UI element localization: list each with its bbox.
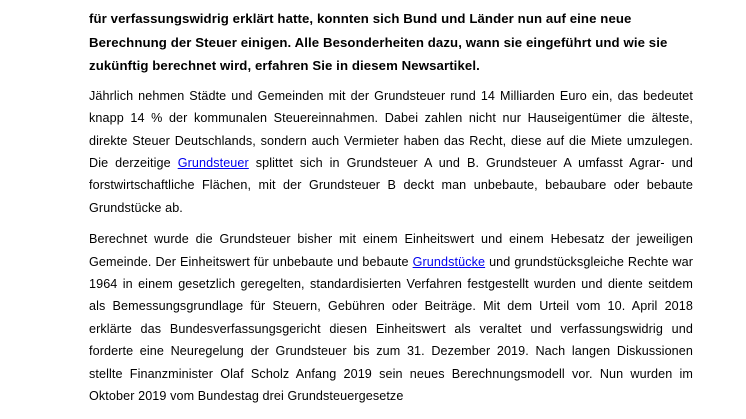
- grundstuecke-link[interactable]: Grundstücke: [412, 254, 486, 269]
- paragraph-grundsteuer-einnahmen: [89, 85, 693, 219]
- paragraph-text: Berechnet wurde die Grundsteuer bisher mit einem Einheitswert und einem Hebesatz der jeweiligen Gemeinde. Der Einheitswert für unbebaute und bebaute: [89, 232, 693, 269]
- paragraph-berechnung: [89, 228, 693, 407]
- paragraph-text: Jährlich nehmen Städte und Gemeinden mit der Grundsteuer rund 14 Milliarden Euro ein, das bedeutet knapp 14 % der kommunalen Steuereinnahmen. Dabei zahlen nicht nur Hauseigentümer die älteste, direkte Steuer Deutschlands, sondern auch Vermieter haben das Recht, diese auf die Miete umzulegen. Die derzeitige: [89, 88, 693, 170]
- lead-paragraph: für verfassungswidrig erklärt hatte, konnten sich Bund und Länder nun auf eine neue Berechnung der Steuer einigen. Alle Besonderheiten dazu, wann sie eingeführt und wie sie zukünftig berechnet wird, erfahren Sie in diesem Newsartikel.: [89, 11, 668, 74]
- paragraph-text: und grundstücksgleiche Rechte war 1964 in einem gesetzlich geregelten, standardisierten Verfahren festgestellt wurden und diente seitdem als Bemessungsgrundlage für Steuern, Gebühren oder Beiträge. Mit dem Urteil vom 10. April 2018 erklärte das Bundesverfassungsgericht diesen Einheitswert als veraltet und verfassungswidrig und forderte eine Neuregelung der Grundsteuer bis zum 31. Dezember 2019. Nach langen Diskussionen stellte Finanzminister Olaf Scholz Anfang 2019 sein neues Berechnungsmodell vor. Nun wurden im Oktober 2019 vom Bundestag drei Grundsteuergesetze: [89, 254, 693, 404]
- article-body: [89, 7, 693, 416]
- grundsteuer-link[interactable]: Grundsteuer: [177, 156, 249, 170]
- paragraph-text: splittet sich in Grundsteuer A und B. Grundsteuer A umfasst Agrar- und forstwirtschaftliche Flächen, mit der Grundsteuer B deckt man unbebaute, bebaubare oder bebaute Grundstücke ab.: [89, 156, 693, 215]
